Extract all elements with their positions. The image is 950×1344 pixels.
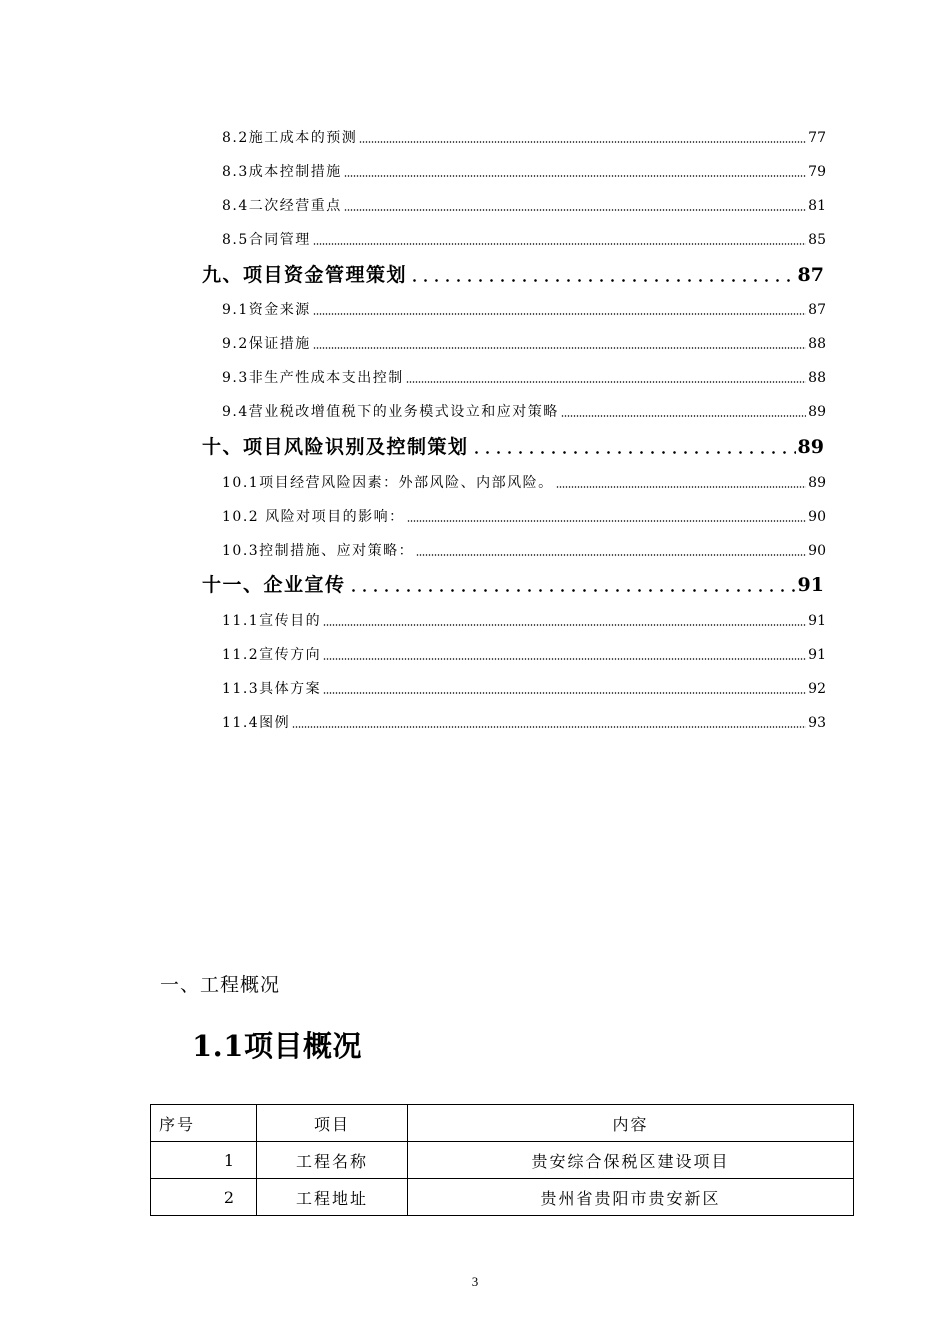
toc-leader-dots xyxy=(344,175,806,177)
toc-leader-dots xyxy=(359,141,806,143)
toc-leader-dots xyxy=(313,347,806,349)
toc-leader-dots xyxy=(292,726,806,728)
toc-entry-page: 89 xyxy=(808,404,826,420)
toc-entry-page: 88 xyxy=(808,336,826,352)
toc-entry-page: 89 xyxy=(797,436,824,458)
table-cell: 2 xyxy=(151,1179,257,1216)
toc-entry[interactable] xyxy=(222,333,826,353)
toc-leader-dots xyxy=(406,381,806,383)
toc-entry-page: 81 xyxy=(808,198,826,214)
toc-entry-label: 10.1项目经营风险因素：外部风险、内部风险。 xyxy=(222,475,554,491)
toc-entry-label: 10.2 风险对项目的影响： xyxy=(222,509,405,525)
toc-entry[interactable] xyxy=(222,367,826,387)
toc-entry-label: 9.1资金来源 xyxy=(222,302,311,318)
toc-chapter-entry[interactable] xyxy=(202,570,824,597)
table-cell: 贵安综合保税区建设项目 xyxy=(408,1142,854,1179)
toc-entry-page: 90 xyxy=(808,543,826,559)
toc-entry-label: 9.2保证措施 xyxy=(222,336,311,352)
toc-entry-page: 85 xyxy=(808,232,826,248)
toc-entry[interactable] xyxy=(222,161,826,181)
project-overview-table xyxy=(150,1104,854,1216)
toc-entry-label: 9.3非生产性成本支出控制 xyxy=(222,370,404,386)
toc-leader-dots xyxy=(323,692,806,694)
toc-entry-page: 77 xyxy=(808,130,826,146)
toc-leader-dots xyxy=(313,313,806,315)
toc-entry-label: 九、项目资金管理策划 xyxy=(202,264,408,286)
page-number: 3 xyxy=(471,1274,479,1289)
toc-entry-label: 8.4二次经营重点 xyxy=(222,198,342,214)
toc-entry-page: 91 xyxy=(808,647,826,663)
toc-entry-label: 9.4营业税改增值税下的业务模式设立和应对策略 xyxy=(222,404,559,420)
toc-entry-label: 11.2宣传方向 xyxy=(222,647,322,663)
toc-entry-page: 79 xyxy=(808,164,826,180)
toc-entry-page: 90 xyxy=(808,509,826,525)
toc-entry[interactable] xyxy=(222,401,826,421)
table-cell: 贵州省贵阳市贵安新区 xyxy=(408,1179,854,1216)
toc-leader-dots xyxy=(471,451,796,454)
table-cell: 1 xyxy=(151,1142,257,1179)
toc-entry-label: 8.2施工成本的预测 xyxy=(222,130,358,146)
table-cell: 工程名称 xyxy=(257,1142,408,1179)
toc-entry-page: 91 xyxy=(808,613,826,629)
toc-leader-dots xyxy=(416,554,806,556)
toc-leader-dots xyxy=(348,589,796,592)
table-row xyxy=(151,1142,854,1179)
toc-entry-page: 92 xyxy=(808,681,826,697)
toc-leader-dots xyxy=(323,658,806,660)
toc-entry[interactable] xyxy=(222,229,826,249)
toc-entry-label: 11.1宣传目的 xyxy=(222,613,322,629)
table-header-cell: 内容 xyxy=(408,1105,854,1142)
toc-entry-label: 11.4图例 xyxy=(222,715,291,731)
sub-heading: 1.1项目概况 xyxy=(192,1029,362,1063)
toc-leader-dots xyxy=(407,520,807,522)
section-heading: 一、工程概况 xyxy=(160,974,281,996)
toc-leader-dots xyxy=(561,415,806,417)
toc-chapter-entry[interactable] xyxy=(202,260,824,287)
toc-leader-dots xyxy=(556,486,807,488)
toc-entry[interactable] xyxy=(222,644,826,664)
toc-entry-label: 11.3具体方案 xyxy=(222,681,322,697)
toc-entry-page: 89 xyxy=(808,475,826,491)
toc-entry[interactable] xyxy=(222,540,826,560)
toc-entry[interactable] xyxy=(222,506,826,526)
toc-entry[interactable] xyxy=(222,678,826,698)
table-header-cell: 项目 xyxy=(257,1105,408,1142)
toc-leader-dots xyxy=(344,209,806,211)
table-row xyxy=(151,1179,854,1216)
toc-entry[interactable] xyxy=(222,472,826,492)
toc-chapter-entry[interactable] xyxy=(202,432,824,459)
toc-entry[interactable] xyxy=(222,195,826,215)
toc-entry-page: 87 xyxy=(808,302,826,318)
toc-entry[interactable] xyxy=(222,299,826,319)
toc-leader-dots xyxy=(409,279,796,282)
toc-entry-label: 十一、企业宣传 xyxy=(202,574,346,596)
toc-leader-dots xyxy=(313,243,806,245)
toc-entry[interactable] xyxy=(222,610,826,630)
toc-entry-page: 88 xyxy=(808,370,826,386)
toc-entry-page: 91 xyxy=(797,574,824,596)
toc-entry-label: 十、项目风险识别及控制策划 xyxy=(202,436,469,458)
table-header-row xyxy=(151,1105,854,1142)
toc-leader-dots xyxy=(323,624,806,626)
toc-entry-page: 93 xyxy=(808,715,826,731)
toc-entry[interactable] xyxy=(222,127,826,147)
toc-entry-label: 8.3成本控制措施 xyxy=(222,164,342,180)
table-header-cell: 序号 xyxy=(151,1105,257,1142)
toc-entry-label: 8.5合同管理 xyxy=(222,232,311,248)
toc-entry-page: 87 xyxy=(797,264,824,286)
toc-entry-label: 10.3控制措施、应对策略： xyxy=(222,543,415,559)
toc-entry[interactable] xyxy=(222,712,826,732)
table-cell: 工程地址 xyxy=(257,1179,408,1216)
